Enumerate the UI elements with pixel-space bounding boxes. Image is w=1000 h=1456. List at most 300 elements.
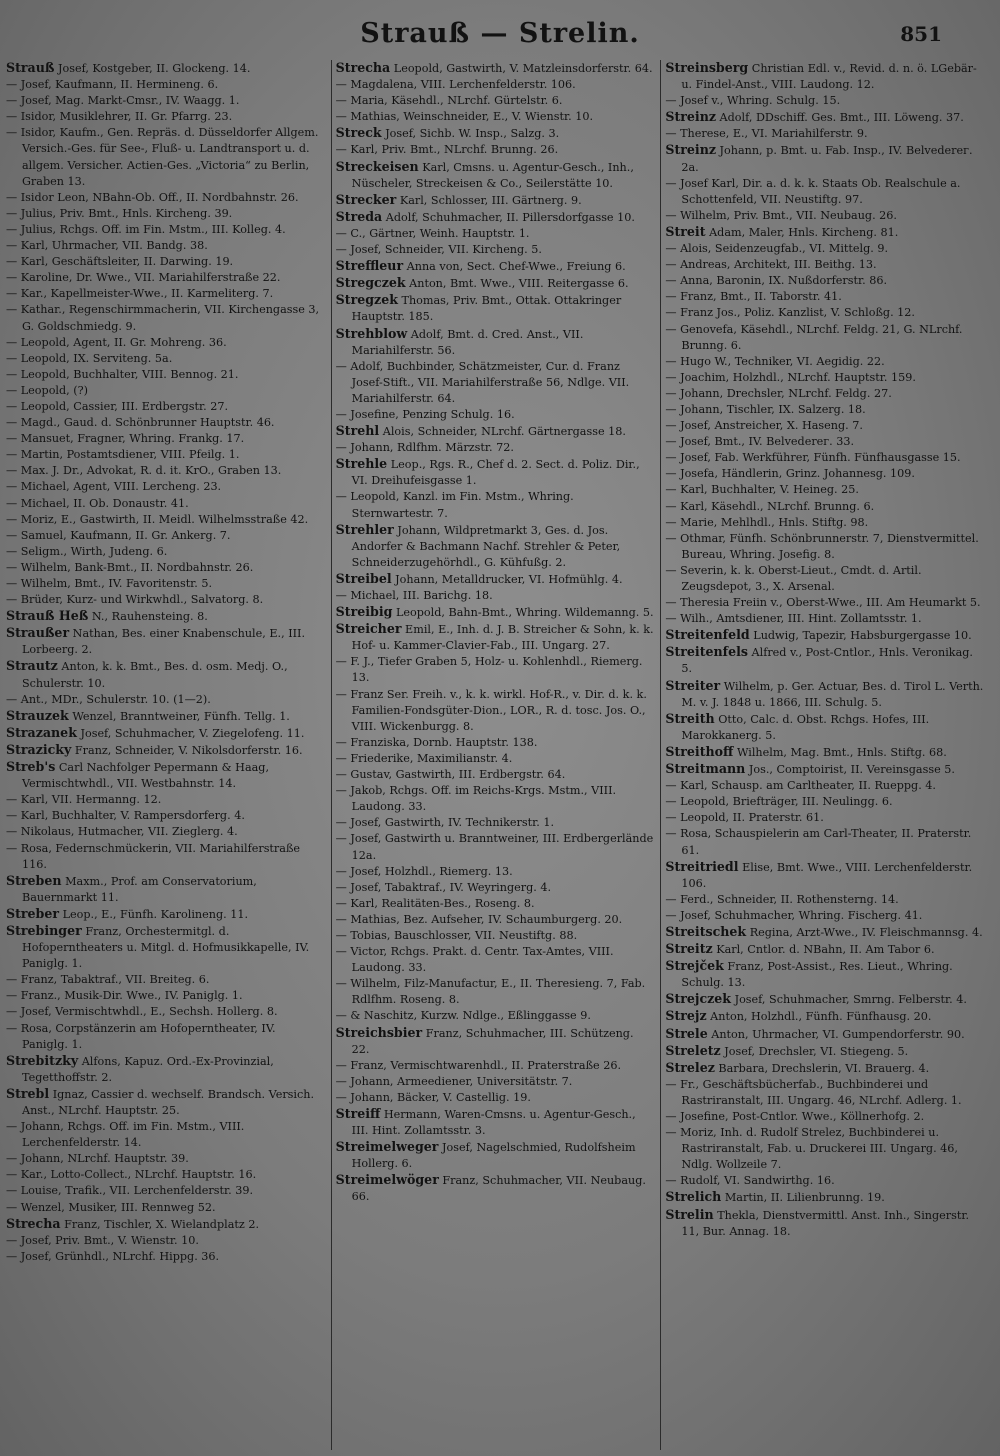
directory-entry	[665, 958, 984, 991]
directory-entry	[665, 386, 984, 402]
directory-entry	[665, 1077, 984, 1109]
directory-entry	[665, 434, 984, 450]
entry-details: — Severin, k. k. Oberst-Lieut., Cmdt. d. Artil. Zeugsdepot, 3., X. Arsenal.	[665, 563, 922, 593]
entry-details: — Karl, Käsehdl., NLrchf. Brunng. 6.	[665, 499, 875, 513]
entry-surname: Streiter	[665, 677, 721, 693]
directory-entry	[6, 544, 325, 560]
directory-entry	[6, 923, 325, 972]
entry-surname: Strauzek	[6, 707, 69, 723]
directory-entry	[336, 912, 655, 928]
entry-details: — Josef, Schuhmacher, Whring. Fischerg. 41.	[665, 908, 923, 922]
entry-details: — Wenzel, Musiker, III. Rennweg 52.	[6, 1200, 216, 1214]
entry-details: — Leopold, Buchhalter, VIII. Bennog. 21.	[6, 367, 239, 381]
entry-surname: Stregzek	[335, 292, 398, 308]
entry-details: — Tobias, Bauschlosser, VII. Neustiftg. 88.	[335, 928, 578, 942]
entry-details: — Johann, Tischler, IX. Salzerg. 18.	[665, 402, 866, 416]
directory-entry	[336, 751, 655, 767]
entry-surname: Streit	[665, 223, 706, 239]
directory-entry	[665, 1173, 984, 1189]
directory-entry	[665, 466, 984, 482]
directory-entry	[336, 456, 655, 489]
entry-surname: Streibig	[335, 604, 393, 620]
directory-entry	[665, 370, 984, 386]
entry-details: — Josef Karl, Dir. a. d. k. k. Staats Ob. Realschule a. Schottenfeld, VII. Neustiftg. 97.	[665, 176, 961, 206]
directory-entry	[665, 1008, 984, 1025]
directory-entry	[665, 1207, 984, 1240]
entry-details: — Leopold, Cassier, III. Erdbergstr. 27.	[6, 399, 229, 413]
entry-details: Alfons, Kapuz. Ord.-Ex-Provinzial, Tegetthoffstr. 2.	[22, 1054, 274, 1084]
directory-entry	[336, 423, 655, 440]
entry-details: Emil, E., Inh. d. J. B. Streicher & Sohn, k. k. Hof- u. Kammer-Clavier-Fab., III. Ungarg. 27.	[351, 623, 654, 653]
directory-entry	[665, 859, 984, 892]
directory-entry	[665, 563, 984, 595]
directory-entry	[6, 1167, 325, 1183]
directory-entry	[336, 654, 655, 686]
entry-details: — Karl, Schausp. am Carltheater, II. Rueppg. 4.	[665, 779, 936, 793]
entry-details: — Moriz, Inh. d. Rudolf Strelez, Buchbinderei u. Rastriranstalt, Fab. u. Druckerei III. Ungarg. 46, Ndlg. Wollzeile 7.	[665, 1126, 958, 1172]
entry-details: — Moriz, E., Gastwirth, II. Meidl. Wilhelmsstraße 42.	[6, 512, 309, 526]
entry-surname: Streitschek	[665, 923, 747, 939]
entry-details: Adolf, Bmt. d. Cred. Anst., VII. Mariahilferstr. 56.	[351, 327, 584, 357]
entry-details: — Rosa, Schauspielerin am Carl-Theater, II. Praterstr. 61.	[665, 827, 972, 857]
entry-details: Wilhelm, p. Ger. Actuar, Bes. d. Tirol L. Verth. M. v. J. 1848 u. 1866, III. Schulg. 5.	[681, 679, 984, 709]
entry-details: — Josef, Mag. Markt-Cmsr., IV. Waagg. 1.	[6, 94, 240, 108]
entry-details: — Victor, Rchgs. Prakt. d. Centr. Tax-Amtes, VIII. Laudong. 33.	[335, 945, 614, 975]
directory-entry	[665, 644, 984, 677]
entry-details: Adolf, DDschiff. Ges. Bmt., III. Löweng. 37.	[716, 111, 964, 125]
directory-entry	[6, 1249, 325, 1265]
entry-details: — Genovefa, Käsehdl., NLrchf. Feldg. 21, G. NLrchf. Brunng. 6.	[665, 322, 963, 352]
entry-surname: Strazanek	[6, 724, 77, 740]
directory-entry	[6, 1021, 325, 1053]
entry-details: — Seligm., Wirth, Judeng. 6.	[6, 544, 168, 558]
directory-entry	[6, 560, 325, 576]
entry-details: — Leopold, Agent, II. Gr. Mohreng. 36.	[6, 335, 227, 349]
entry-details: — Karl, Geschäftsleiter, II. Darwing. 19.	[6, 255, 234, 269]
directory-entry	[665, 305, 984, 321]
entry-details: Karl, Cmsns. u. Agentur-Gesch., Inh., Nüscheler, Streckeisen & Co., Seilerstätte 10.	[351, 160, 634, 190]
entry-details: Alfred v., Post-Cntlor., Hnls. Veronikag. 5.	[681, 646, 973, 676]
directory-entry	[665, 354, 984, 370]
directory-entry	[336, 1074, 655, 1090]
entry-surname: Straußer	[6, 625, 70, 641]
entry-details: — Maria, Käsehdl., NLrchf. Gürtelstr. 6.	[335, 94, 563, 108]
entry-details: — Alois, Seidenzeugfab., VI. Mittelg. 9.	[665, 242, 889, 256]
entry-details: Maxm., Prof. am Conservatorium, Bauernmarkt 11.	[22, 874, 257, 904]
directory-entry	[336, 407, 655, 423]
directory-entry	[336, 159, 655, 192]
directory-entry	[6, 592, 325, 608]
entry-details: Franz, Schneider, V. Nikolsdorferstr. 16.	[71, 743, 303, 757]
directory-entry	[336, 258, 655, 275]
entry-details: — Wilhelm, Bmt., IV. Favoritenstr. 5.	[6, 577, 213, 590]
directory-entry	[665, 142, 984, 175]
directory-entry	[6, 972, 325, 988]
directory-entry	[665, 322, 984, 354]
entry-details: — Max. J. Dr., Advokat, R. d. it. KrO., Graben 13.	[6, 464, 282, 478]
directory-entry	[665, 826, 984, 858]
entry-details: Josef, Schuhmacher, Smrng. Felberstr. 4.	[731, 993, 967, 1007]
directory-entry	[6, 206, 325, 222]
directory-entry	[336, 60, 655, 77]
directory-entry	[665, 810, 984, 826]
entry-surname: Strautz	[6, 658, 58, 674]
directory-entry	[336, 292, 655, 325]
entry-surname: Strehl	[335, 423, 380, 439]
entry-surname: Streimelweger	[335, 1139, 439, 1155]
directory-entry	[6, 576, 325, 592]
directory-entry	[6, 399, 325, 415]
directory-entry	[665, 289, 984, 305]
entry-details: — Karoline, Dr. Wwe., VII. Mariahilferstraße 22.	[6, 271, 281, 285]
directory-entry	[6, 792, 325, 808]
directory-entry	[665, 93, 984, 109]
entry-details: Ludwig, Tapezir, Habsburgergasse 10.	[749, 629, 972, 643]
entry-details: — Andreas, Architekt, III. Beithg. 13.	[665, 258, 877, 272]
directory-entry	[6, 988, 325, 1004]
entry-details: — Mathias, Weinschneider, E., V. Wienstr. 10.	[335, 110, 593, 124]
directory-entry	[665, 1043, 984, 1060]
entry-surname: Streith	[665, 710, 715, 726]
entry-details: — Ferd., Schneider, II. Rothensterng. 14.	[665, 892, 899, 906]
entry-details: — Michael, II. Ob. Donaustr. 41.	[6, 496, 189, 510]
entry-surname: Streitenfels	[665, 644, 748, 660]
directory-entry	[336, 359, 655, 407]
entry-details: — Rosa, Corpstänzerin am Hofoperntheater, IV. Paniglg. 1.	[6, 1021, 276, 1051]
directory-entry	[6, 302, 325, 334]
entry-details: — Josef, Tabaktraf., IV. Weyringerg. 4.	[335, 880, 552, 894]
entry-details: — Ant., MDr., Schulerstr. 10. (1—2).	[6, 692, 211, 706]
entry-details: — Franz, Vermischtwarenhdl., II. Praterstraße 26.	[335, 1058, 622, 1072]
entry-surname: Strecker	[335, 191, 397, 207]
directory-entry	[336, 976, 655, 1008]
entry-details: Thomas, Priv. Bmt., Ottak. Ottakringer Hauptstr. 185.	[351, 294, 622, 324]
directory-entry	[336, 944, 655, 976]
entry-surname: Streffleur	[335, 258, 404, 274]
directory-entry	[665, 224, 984, 241]
entry-details: — Josef, Gastwirth u. Branntweiner, III. Erdbergerlände 12a.	[335, 832, 654, 862]
entry-details: Barbara, Drechslerin, VI. Brauerg. 4.	[714, 1061, 930, 1075]
entry-details: Karl, Schlosser, III. Gärtnerg. 9.	[396, 193, 582, 207]
directory-entry	[665, 126, 984, 142]
directory-entry	[336, 604, 655, 621]
entry-details: Christian Edl. v., Revid. d. n. ö. LGebär- u. Findel-Anst., VIII. Laudong. 12.	[681, 62, 977, 92]
directory-entry	[6, 841, 325, 873]
directory-entry	[336, 522, 655, 571]
directory-entry	[665, 257, 984, 273]
entry-details: — Rudolf, VI. Sandwirthg. 16.	[665, 1174, 835, 1188]
directory-entry	[6, 60, 325, 77]
entry-surname: Streichsbier	[335, 1024, 423, 1040]
directory-entry	[665, 761, 984, 778]
entry-details: — Nikolaus, Hutmacher, VII. Zieglerg. 4.	[6, 825, 238, 839]
directory-entry	[6, 1053, 325, 1086]
directory-entry	[665, 678, 984, 711]
directory-entry	[665, 418, 984, 434]
entry-details: — Karl, VII. Hermanng. 12.	[6, 793, 162, 807]
entry-surname: Strauß	[6, 60, 55, 75]
entry-surname: Streibel	[335, 570, 392, 586]
entry-surname: Streinz	[665, 109, 716, 125]
entry-details: — Josef, Vermischtwhdl., E., Sechsh. Hollerg. 8.	[6, 1005, 278, 1019]
directory-entry	[6, 496, 325, 512]
directory-entry	[336, 928, 655, 944]
entry-details: — Josefa, Händlerin, Grinz. Johannesg. 109.	[665, 467, 915, 481]
entry-details: Franz, Schuhmacher, VII. Neubaug. 66.	[351, 1174, 646, 1204]
entry-details: Johann, Metalldrucker, VI. Hofmühlg. 4.	[391, 572, 623, 586]
directory-entry	[6, 1086, 325, 1119]
entry-details: — Kathar., Regenschirmmacherin, VII. Kirchengasse 3, G. Goldschmiedg. 9.	[6, 303, 320, 333]
directory-entry	[6, 512, 325, 528]
entry-surname: Streben	[6, 872, 62, 888]
directory-entry	[336, 192, 655, 209]
directory-entry	[6, 528, 325, 544]
directory-entry	[336, 275, 655, 292]
entry-surname: Streitmann	[665, 761, 746, 777]
entry-details: Anton, Holzhdl., Fünfh. Fünfhausg. 20.	[706, 1010, 932, 1024]
directory-entry	[336, 783, 655, 815]
entry-surname: Streck	[335, 125, 382, 141]
entry-details: Adolf, Schuhmacher, II. Pillersdorfgasse 10.	[382, 210, 635, 224]
entry-details: — Leopold, (?)	[6, 383, 89, 397]
directory-entry	[6, 286, 325, 302]
entry-details: — Franz Ser. Freih. v., k. k. wirkl. Hof-R., v. Dir. d. k. k. Familien-Fondsgüter-Dion., LOR., R. d. tosc. Jos. O., VIII. Wickenburgg. 8.	[335, 687, 647, 733]
directory-entry	[6, 658, 325, 691]
directory-entry	[6, 383, 325, 399]
entry-surname: Strebl	[6, 1085, 50, 1101]
entry-surname: Streitriedl	[665, 858, 739, 874]
directory-entry	[665, 794, 984, 810]
entry-details: — Joachim, Holzhdl., NLrchf. Hauptstr. 159.	[665, 370, 916, 384]
entry-details: — Martin, Postamtsdiener, VIII. Pfeilg. 1.	[6, 448, 240, 462]
entry-details: — C., Gärtner, Weinh. Hauptstr. 1.	[335, 226, 530, 240]
entry-details: Otto, Calc. d. Obst. Rchgs. Hofes, III. Marokkanerg. 5.	[681, 712, 930, 742]
directory-entry	[665, 941, 984, 958]
column-2	[331, 60, 655, 1450]
directory-entry	[6, 1233, 325, 1249]
entry-surname: Strelez	[665, 1059, 715, 1075]
directory-entry	[6, 1216, 325, 1233]
entry-details: — Brüder, Kurz- und Wirkwhdl., Salvatorg. 8.	[6, 593, 264, 607]
directory-entry	[665, 778, 984, 794]
entry-details: — Josef, Anstreicher, X. Haseng. 7.	[665, 419, 863, 433]
directory-entry	[336, 326, 655, 359]
entry-surname: Streda	[335, 208, 383, 224]
entry-surname: Strele	[665, 1025, 708, 1041]
entry-details: — Johann, Bäcker, V. Castellig. 19.	[335, 1090, 531, 1104]
entry-details: — Michael, III. Barichg. 18.	[335, 589, 493, 602]
entry-details: — Samuel, Kaufmann, II. Gr. Ankerg. 7.	[6, 528, 231, 542]
directory-entry	[6, 335, 325, 351]
directory-entry	[336, 242, 655, 258]
directory-entry	[665, 499, 984, 515]
entry-details: — Isidor Leon, NBahn-Ob. Off., II. Nordbahnstr. 26.	[6, 190, 299, 204]
entry-details: — Marie, Mehlhdl., Hnls. Stiftg. 98.	[665, 515, 869, 529]
directory-entry	[336, 1139, 655, 1172]
entry-details: Franz, Post-Assist., Res. Lieut., Whring. Schulg. 13.	[681, 960, 953, 990]
directory-entry	[6, 1183, 325, 1199]
entry-details: — Josef, Schneider, VII. Kircheng. 5.	[335, 243, 542, 257]
entry-details: — Josef, Grünhdl., NLrchf. Hippg. 36.	[6, 1249, 220, 1263]
entry-surname: Strecha	[6, 1215, 61, 1231]
directory-entry	[336, 896, 655, 912]
directory-entry	[665, 627, 984, 644]
directory-entry	[665, 744, 984, 761]
directory-entry	[665, 531, 984, 563]
directory-entry	[665, 515, 984, 531]
entry-surname: Streinz	[665, 142, 716, 158]
entry-surname: Streletz	[665, 1042, 721, 1058]
entry-details: — Leopold, IX. Serviteng. 5a.	[6, 351, 173, 365]
entry-surname: Strebitzky	[6, 1052, 79, 1068]
directory-entry	[336, 831, 655, 863]
entry-details: — Othmar, Fünfh. Schönbrunnerstr. 7, Dienstvermittel. Bureau, Whring. Josefig. 8.	[665, 531, 979, 561]
entry-details: — Franziska, Dornb. Hauptstr. 138.	[335, 735, 538, 749]
entry-details: — Leopold, Kanzl. im Fin. Mstm., Whring. Sternwartestr. 7.	[335, 490, 574, 520]
directory-entry	[6, 77, 325, 93]
directory-entry	[6, 238, 325, 254]
directory-entry	[6, 1004, 325, 1020]
entry-details: — Josef, Bmt., IV. Belvederег. 33.	[665, 435, 855, 449]
entry-surname: Strejz	[665, 1008, 707, 1024]
directory-entry	[665, 611, 984, 627]
directory-entry	[336, 489, 655, 521]
entry-details: Wenzel, Branntweiner, Fünfh. Tellg. 1.	[68, 709, 290, 723]
directory-entry	[665, 60, 984, 93]
directory-entry	[336, 735, 655, 751]
directory-entry	[6, 125, 325, 189]
entry-surname: Strehblow	[335, 325, 408, 341]
entry-details: — Karl, Uhrmacher, VII. Bandg. 38.	[6, 239, 208, 253]
entry-details: — Friederike, Maximilianstr. 4.	[335, 751, 513, 765]
entry-details: Elise, Bmt. Wwe., VIII. Lerchenfelderstr. 106.	[681, 860, 973, 890]
directory-entry	[6, 367, 325, 383]
directory-entry	[6, 692, 325, 708]
directory-entry	[6, 608, 325, 625]
entry-details: — Isidor, Musiklehrer, II. Gr. Pfarrg. 23.	[6, 110, 233, 124]
directory-entry	[665, 1125, 984, 1173]
directory-entry	[665, 924, 984, 941]
directory-entry	[6, 742, 325, 759]
entry-details: Thekla, Dienstvermittl. Anst. Inh., Singerstr. 11, Bur. Annag. 18.	[681, 1208, 970, 1238]
entry-details: — Josefine, Post-Cntlor. Wwe., Köllnerhofg. 2.	[665, 1110, 925, 1123]
column-1	[6, 60, 325, 1450]
directory-entry	[6, 93, 325, 109]
directory-entry	[336, 767, 655, 783]
entry-details: — Wilhelm, Filz-Manufactur, E., II. Theresieng. 7, Fab. Rdlfhm. Roseng. 8.	[335, 977, 646, 1007]
directory-entry	[336, 125, 655, 142]
directory-entry	[336, 93, 655, 109]
directory-entry	[6, 109, 325, 125]
entry-surname: Strelin	[665, 1206, 714, 1222]
directory-entry	[336, 77, 655, 93]
directory-entry	[6, 463, 325, 479]
directory-entry	[336, 209, 655, 226]
entry-details: — Josef, Kaufmann, II. Hermineng. 6.	[6, 78, 219, 92]
entry-details: — Isidor, Kaufm., Gen. Repräs. d. Düsseldorfer Allgem. Versich.-Ges. für See-, Fluß- u. Landtransport u. d. allgem. Versicher. Actien-Ges. „Victoria“ zu Berlin, Graben 13.	[6, 126, 319, 188]
directory-entry	[665, 595, 984, 611]
entry-details: Franz, Schuhmacher, III. Schützeng. 22.	[351, 1026, 634, 1056]
entry-surname: Streb's	[6, 759, 56, 775]
entry-details: Martin, II. Lilienbrunng. 19.	[721, 1191, 885, 1205]
directory-entry	[6, 808, 325, 824]
entry-details: — Jakob, Rchgs. Off. im Reichs-Krgs. Mstm., VIII. Laudong. 33.	[335, 784, 617, 814]
entry-details: — Julius, Priv. Bmt., Hnls. Kircheng. 39.	[6, 206, 233, 220]
directory-entry	[336, 1106, 655, 1139]
entry-details: — Kar., Lotto-Collect., NLrchf. Hauptstr. 16.	[6, 1168, 257, 1182]
entry-details: — Josefine, Penzing Schulg. 16.	[335, 407, 515, 421]
entry-surname: Strelich	[665, 1189, 722, 1205]
entry-details: Anton, k. k. Bmt., Bes. d. osm. Medj. O., Schulerstr. 10.	[22, 660, 288, 690]
entry-details: — Johann, Rdlfhm. Märzstr. 72.	[335, 441, 514, 455]
entry-details: — Kar., Kapellmeister-Wwe., II. Karmeliterg. 7.	[6, 287, 274, 301]
entry-surname: Streber	[6, 905, 60, 921]
directory-entry	[665, 482, 984, 498]
directory-entry	[336, 1058, 655, 1074]
entry-surname: Strecha	[335, 60, 391, 75]
directory-entry	[336, 621, 655, 654]
entry-surname: Streitz	[665, 941, 713, 957]
entry-details: Leop., Rgs. R., Chef d. 2. Sect. d. Poliz. Dir., VI. Dreihufeisgasse 1.	[351, 458, 640, 488]
entry-surname: Streinsberg	[665, 60, 749, 75]
entry-details: Franz, Orchestermitgl. d. Hofoperntheaters u. Mitgl. d. Hofmusikkapelle, IV. Paniglg. 1.	[22, 924, 310, 971]
entry-details: Nathan, Bes. einer Knabenschule, E., III. Lorbeerg. 2.	[22, 627, 306, 657]
entry-details: — Julius, Rchgs. Off. im Fin. Mstm., III. Kolleg. 4.	[6, 222, 286, 236]
entry-surname: Strazicky	[6, 741, 72, 757]
entry-details: — Michael, Agent, VIII. Lercheng. 23.	[6, 480, 222, 494]
entry-details: Johann, p. Bmt. u. Fab. Insp., IV. Belvederег. 2a.	[681, 144, 973, 174]
entry-details: — Franz., Musik-Dir. Wwe., IV. Paniglg. 1.	[6, 989, 243, 1003]
entry-details: — Johann, Rchgs. Off. im Fin. Mstm., VIII. Lerchenfelderstr. 14.	[6, 1120, 245, 1150]
entry-details: Franz, Tischler, X. Wielandplatz 2.	[60, 1217, 259, 1231]
directory-entry	[6, 824, 325, 840]
directory-entry	[6, 1119, 325, 1151]
entry-details: — Franz Jos., Poliz. Kanzlist, V. Schloßg. 12.	[665, 306, 915, 320]
entry-details: Ignaz, Cassier d. wechself. Brandsch. Versich. Anst., NLrchf. Hauptstr. 25.	[22, 1087, 315, 1117]
directory-entry	[6, 222, 325, 238]
entry-details: — Magd., Gaud. d. Schönbrunner Hauptstr. 46.	[6, 416, 275, 430]
directory-entry	[6, 431, 325, 447]
directory-entry	[665, 208, 984, 224]
directory-entry	[665, 1026, 984, 1043]
directory-entry	[665, 109, 984, 126]
directory-entry	[336, 226, 655, 242]
directory-entry	[665, 176, 984, 208]
directory-entry	[665, 402, 984, 418]
directory-entry	[336, 109, 655, 125]
directory-entry	[6, 351, 325, 367]
entry-details: Anton, Bmt. Wwe., VIII. Reitergasse 6.	[405, 277, 629, 291]
entry-details: — Karl, Priv. Bmt., NLrchf. Brunng. 26.	[335, 143, 559, 157]
entry-details: Josef, Sichb. W. Insp., Salzg. 3.	[381, 127, 560, 141]
directory-entry	[336, 1090, 655, 1106]
entry-details: — Franz, Bmt., II. Taborstr. 41.	[665, 290, 842, 304]
entry-details: Anton, Uhrmacher, VI. Gumpendorferstr. 90.	[707, 1027, 965, 1041]
entry-surname: Streiff	[335, 1106, 381, 1121]
directory-entry	[336, 815, 655, 831]
entry-details: — Wilhelm, Priv. Bmt., VII. Neubaug. 26.	[665, 208, 897, 222]
directory-entry	[6, 270, 325, 286]
entry-details: — Theresia Freiin v., Oberst-Wwe., III. Am Heumarkt 5.	[665, 596, 981, 610]
directory-entry	[336, 1008, 655, 1024]
entry-details: — Josef, Gastwirth, IV. Technikerstr. 1.	[335, 816, 555, 830]
entry-details: — Karl, Realitäten-Bes., Roseng. 8.	[335, 896, 535, 910]
directory-entry	[665, 711, 984, 744]
entry-details: — Mathias, Bez. Aufseher, IV. Schaumburgerg. 20.	[335, 912, 623, 926]
directory-entry	[6, 415, 325, 431]
directory-entry	[665, 1189, 984, 1206]
entry-details: Leop., E., Fünfh. Karolineng. 11.	[59, 907, 249, 921]
